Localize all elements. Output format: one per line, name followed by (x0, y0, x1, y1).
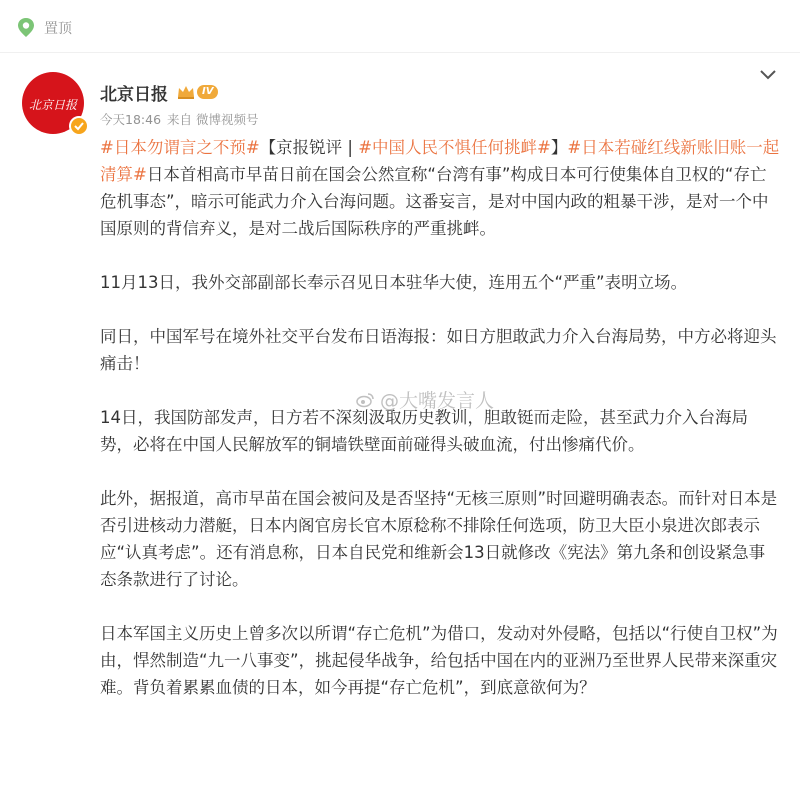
author-name[interactable]: 北京日报 (100, 84, 168, 105)
paragraph-text: 日本首相高市早苗日前在国会公然宣称“台湾有事”构成日本可行使集体自卫权的“存亡危机事态”，暗示可能武力介入台海问题。这番妄言，是对中国内政的粗暴干涉，是对一个中国原则的背信弃义，是对二战后国际秩序的严重挑衅。 (100, 165, 769, 238)
divider (0, 52, 800, 53)
post-paragraph: 11月13日，我外交部副部长奉示召见日本驻华大使，连用五个“严重”表明立场。 (100, 273, 688, 292)
post-paragraph: 日本军国主义历史上曾多次以所谓“存亡危机”为借口，发动对外侵略，包括以“行使自卫权”为由，悍然制造“九一八事变”，挑起侵华战争，给包括中国在内的亚洲乃至世界人民带来深重灾难。背负着累累血债的日本，如今再提“存亡危机”，到底意欲何为？ (100, 624, 778, 697)
topic-link[interactable]: #中国人民不惧任何挑衅# (358, 138, 551, 157)
post-paragraph (100, 134, 780, 242)
watermark (356, 386, 494, 413)
pin-bar (16, 14, 72, 42)
column-label-close: 】 (550, 138, 568, 157)
chevron-down-icon[interactable] (758, 64, 778, 84)
post-time[interactable]: 今天18:46 (100, 112, 162, 127)
pin-icon (16, 17, 36, 39)
post-source: 来自 微博视频号 (167, 112, 259, 127)
vip-badge[interactable] (176, 84, 218, 100)
vip-level: IV (197, 85, 218, 99)
topic-link[interactable]: #日本若碰红线新账旧账一起清算# (100, 138, 780, 184)
avatar-text: 北京日报 (28, 98, 78, 112)
pin-label: 置顶 (44, 21, 72, 37)
post-paragraph: 14日，我国防部发声，日方若不深刻汲取历史教训，胆敢铤而走险，甚至武力介入台海局势，必将在中国人民解放军的铜墙铁壁面前碰得头破血流，付出惨痛代价。 (100, 408, 748, 454)
post-paragraph: 此外，据报道，高市早苗在国会被问及是否坚持“无核三原则”时回避明确表态。而针对日本是否引进核动力潜艇，日本内阁官房长官木原稔称不排除任何选项，防卫大臣小泉进次郎表示应“认真考虑”。还有消息称，日本自民党和维新会13日就修改《宪法》第九条和创设紧急事态条款进行了讨论。 (100, 489, 778, 589)
post-body (100, 134, 780, 728)
watermark-text: @大嘴发言人 (380, 390, 495, 412)
post-paragraph: 同日，中国军号在境外社交平台发布日语海报：如日方胆敢武力介入台海局势，中方必将迎头痛击！ (100, 327, 777, 373)
author-row (100, 79, 218, 105)
verified-badge-icon (69, 116, 89, 136)
post-meta (100, 110, 259, 128)
column-label: 【京报锐评 | (259, 138, 359, 157)
topic-link[interactable]: #日本勿谓言之不预# (100, 138, 260, 157)
crown-icon (176, 84, 196, 100)
weibo-icon (356, 392, 374, 408)
